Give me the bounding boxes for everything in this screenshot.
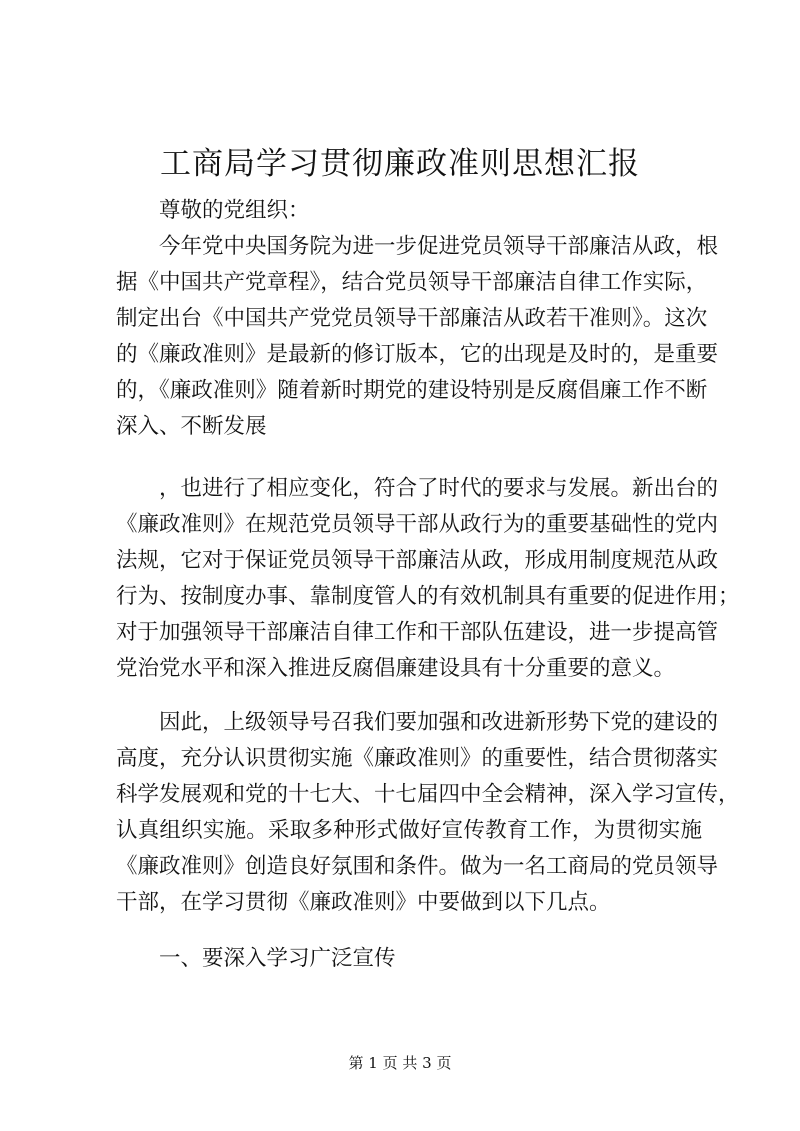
salutation-line: 尊敬的党组织： xyxy=(116,198,310,223)
body-line: 的《廉政准则》是最新的修订版本，它的出现是及时的，是重要 xyxy=(116,342,719,367)
body-line: 据《中国共产党章程》，结合党员领导干部廉洁自律工作实际， xyxy=(116,270,708,295)
body-line: 科学发展观和党的十七大、十七届四中全会精神，深入学习宣传， xyxy=(116,782,740,807)
body-line: 对于加强领导干部廉洁自律工作和干部队伍建设，进一步提高管 xyxy=(116,620,719,645)
page-footer: 第 1 页 共 3 页 xyxy=(348,1054,452,1072)
body-line: 《廉政准则》在规范党员领导干部从政行为的重要基础性的党内 xyxy=(116,512,719,537)
document-title: 工商局学习贯彻廉政准则思想汇报 xyxy=(160,146,640,182)
body-line: 高度，充分认识贯彻实施《廉政准则》的重要性，结合贯彻落实 xyxy=(116,746,719,771)
body-line: 制定出台《中国共产党党员领导干部廉洁从政若干准则》。这次 xyxy=(116,306,708,331)
body-line: 行为、按制度办事、靠制度管人的有效机制具有重要的促进作用； xyxy=(116,584,740,609)
body-line: 《廉政准则》创造良好氛围和条件。做为一名工商局的党员领导 xyxy=(116,854,719,879)
body-line: 深入、不断发展 xyxy=(116,414,267,439)
body-line: 法规，它对于保证党员领导干部廉洁从政，形成用制度规范从政 xyxy=(116,548,719,573)
body-line: 党治党水平和深入推进反腐倡廉建设具有十分重要的意义。 xyxy=(116,656,676,681)
body-line: 今年党中央国务院为进一步促进党员领导干部廉洁从政，根 xyxy=(116,234,719,259)
body-line: ，也进行了相应变化，符合了时代的要求与发展。新出台的 xyxy=(116,476,719,501)
body-line: 的，《廉政准则》随着新时期党的建设特别是反腐倡廉工作不断 xyxy=(116,378,708,403)
body-line: 因此，上级领导号召我们要加强和改进新形势下党的建设的 xyxy=(116,710,719,735)
body-line: 干部，在学习贯彻《廉政准则》中要做到以下几点。 xyxy=(116,890,611,915)
body-line: 认真组织实施。采取多种形式做好宣传教育工作，为贯彻实施 xyxy=(116,818,702,843)
section-heading: 一、要深入学习广泛宣传 xyxy=(116,946,396,971)
